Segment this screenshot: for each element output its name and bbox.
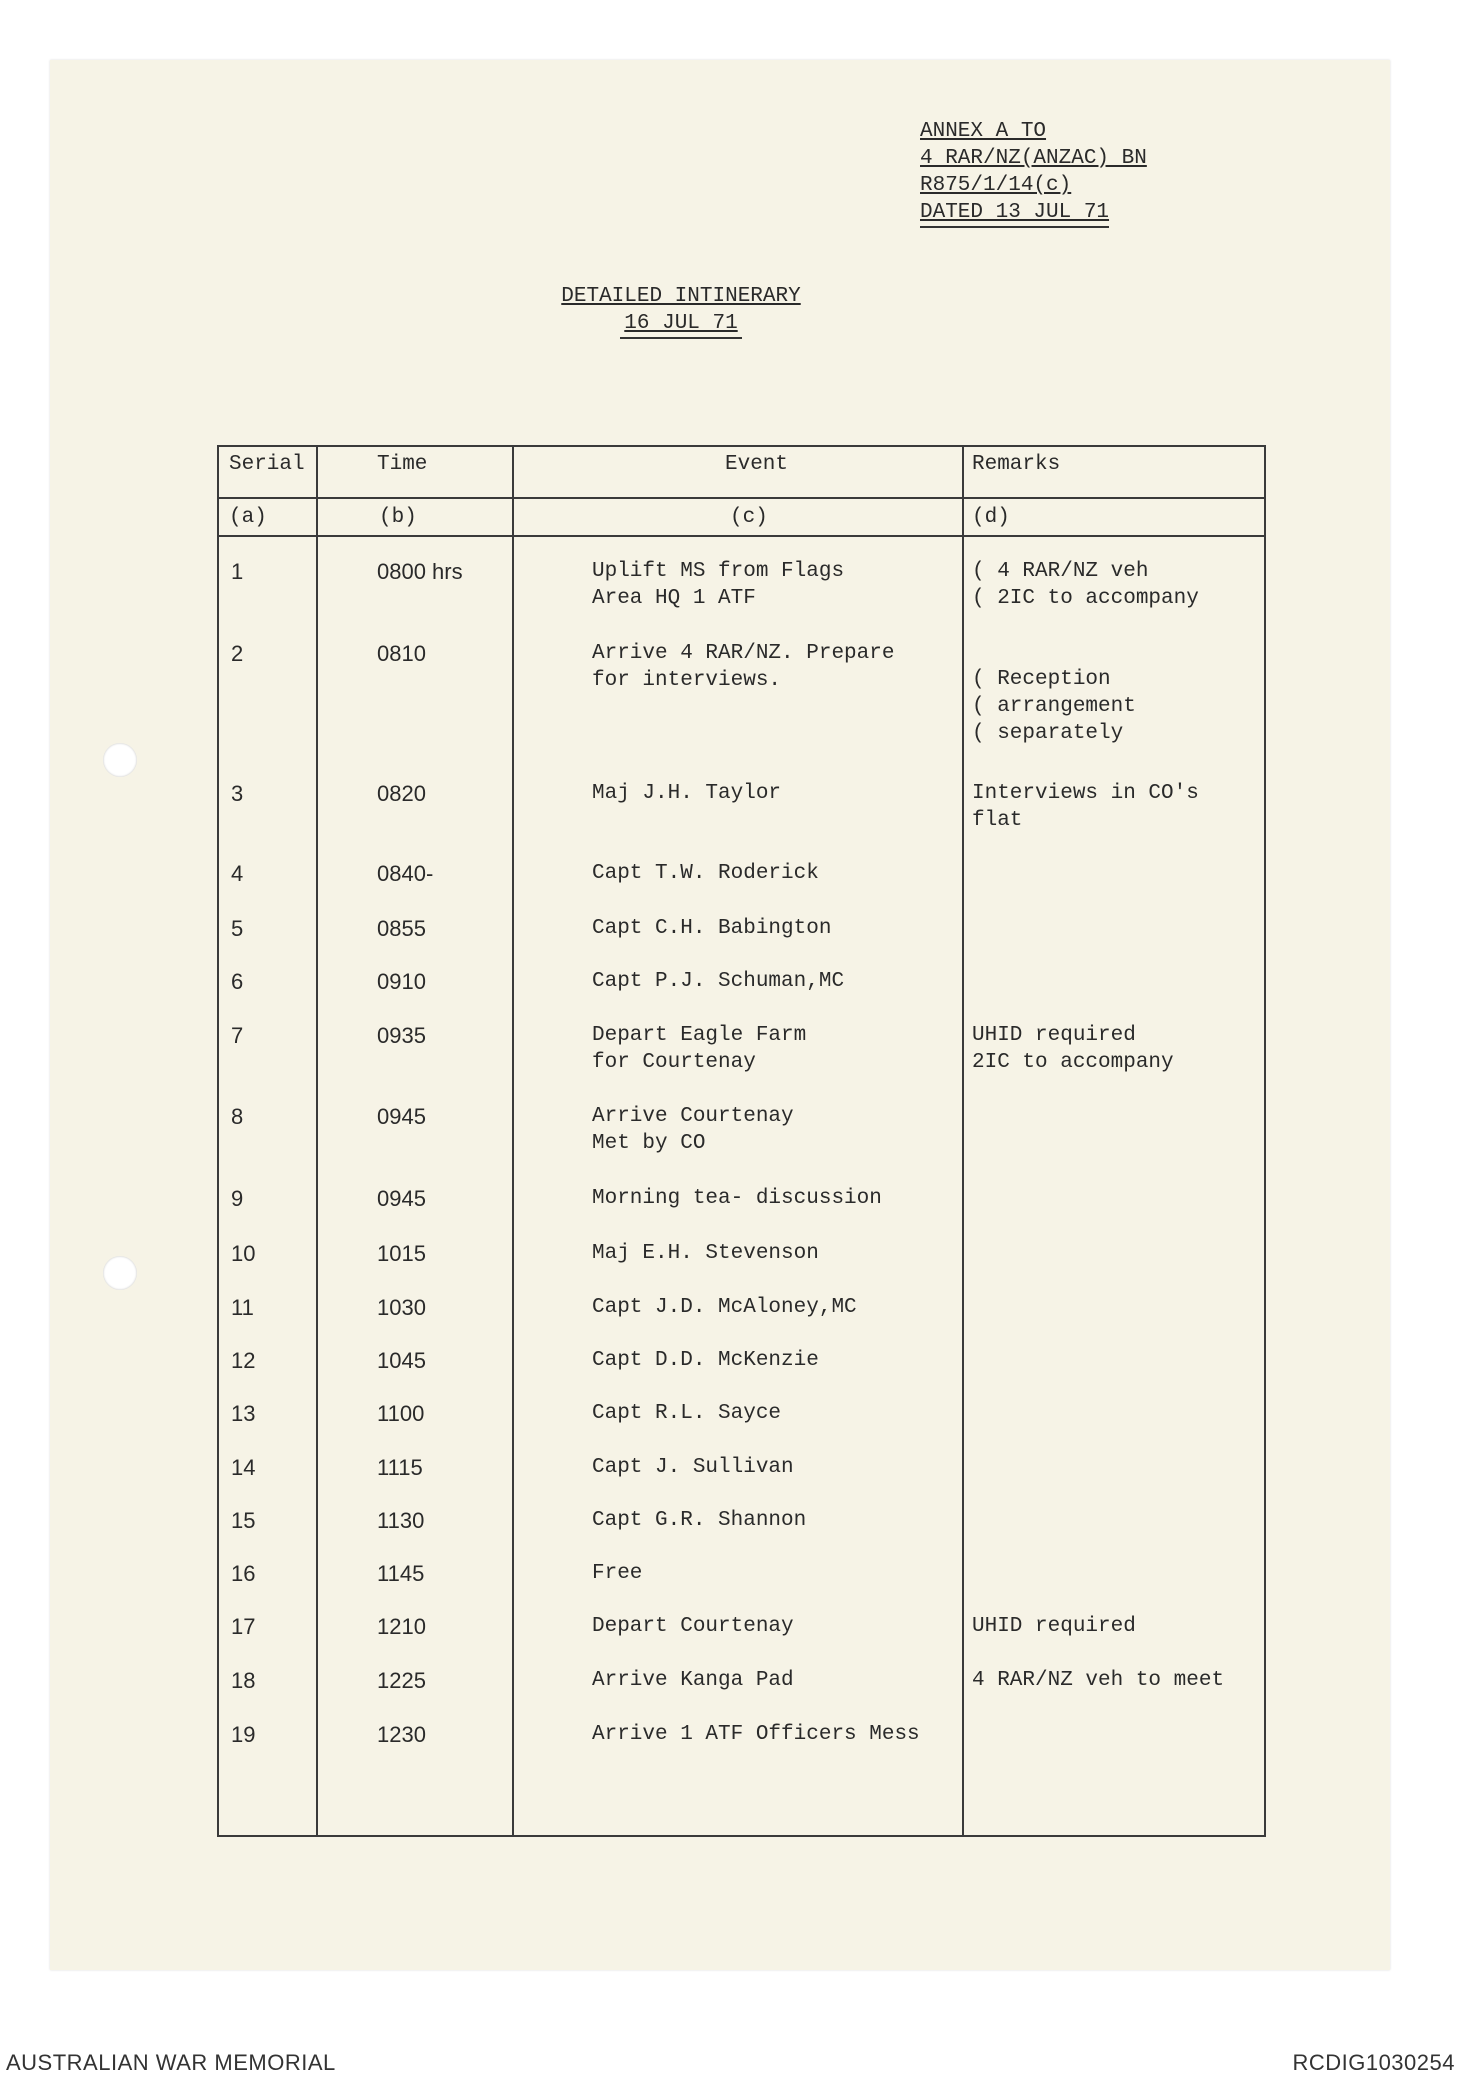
archive-record-id: RCDIG1030254 (1292, 2050, 1455, 2075)
row-16-time: 1145 (377, 1561, 425, 1586)
row-2-time: 0810 (377, 641, 426, 666)
row-12-event: Capt D.D. McKenzie (592, 1349, 819, 1372)
column-subheader-a: (a) (229, 506, 267, 529)
table-divider-serial (316, 445, 318, 1835)
row-7-remarks: UHID required 2IC to accompany (972, 1024, 1174, 1074)
row-7-time: 0935 (377, 1023, 426, 1048)
row-17-remarks: UHID required (972, 1615, 1136, 1638)
column-subheader-c: (c) (730, 506, 768, 529)
row-19-event: Arrive 1 ATF Officers Mess (592, 1723, 920, 1746)
row-18-serial: 18 (231, 1668, 256, 1693)
row-16-event: Free (592, 1562, 643, 1585)
row-19-serial: 19 (231, 1722, 256, 1747)
row-3-time: 0820 (377, 781, 426, 806)
row-6-time: 0910 (377, 969, 426, 994)
column-header-remarks: Remarks (972, 453, 1061, 476)
row-6-event: Capt P.J. Schuman,MC (592, 970, 845, 993)
table-header-rule (217, 497, 1266, 499)
row-11-serial: 11 (231, 1295, 254, 1320)
row-4-time: 0840- (377, 861, 434, 886)
row-17-serial: 17 (231, 1614, 256, 1639)
row-18-event: Arrive Kanga Pad (592, 1669, 794, 1692)
column-header-serial: Serial (229, 453, 305, 476)
row-8-serial: 8 (231, 1104, 244, 1129)
row-3-remarks: Interviews in CO's flat (972, 782, 1199, 832)
row-11-time: 1030 (377, 1295, 426, 1320)
row-13-time: 1100 (377, 1401, 425, 1426)
table-divider-event (962, 445, 964, 1835)
row-2-remarks: ( Reception ( arrangement ( separately (972, 668, 1136, 745)
punch-hole-bottom (103, 1256, 137, 1290)
row-7-serial: 7 (231, 1023, 244, 1048)
document-heading (556, 283, 806, 339)
row-16-serial: 16 (231, 1561, 256, 1586)
row-17-time: 1210 (377, 1614, 426, 1639)
column-header-event: Event (725, 453, 789, 476)
row-5-serial: 5 (231, 916, 244, 941)
row-8-event: Arrive Courtenay Met by CO (592, 1105, 794, 1155)
row-1-time: 0800 hrs (377, 559, 463, 584)
row-12-time: 1045 (377, 1348, 426, 1373)
row-15-event: Capt G.R. Shannon (592, 1509, 807, 1532)
document-title: DETAILED INTINERARY (561, 285, 801, 308)
row-18-remarks: 4 RAR/NZ veh to meet (972, 1669, 1225, 1692)
row-19-time: 1230 (377, 1722, 426, 1747)
row-13-event: Capt R.L. Sayce (592, 1402, 782, 1425)
row-3-serial: 3 (231, 781, 244, 806)
row-18-time: 1225 (377, 1668, 426, 1693)
row-2-event: Arrive 4 RAR/NZ. Prepare for interviews. (592, 642, 895, 692)
row-9-serial: 9 (231, 1186, 244, 1211)
table-border-bottom (217, 1835, 1266, 1837)
row-7-event: Depart Eagle Farm for Courtenay (592, 1024, 807, 1074)
row-10-time: 1015 (377, 1241, 426, 1266)
row-4-event: Capt T.W. Roderick (592, 862, 819, 885)
archive-credit: AUSTRALIAN WAR MEMORIAL (6, 2050, 336, 2075)
annex-line-2: 4 RAR/NZ(ANZAC) BN (920, 147, 1147, 170)
column-subheader-b: (b) (379, 506, 417, 529)
row-1-serial: 1 (231, 559, 244, 584)
row-9-time: 0945 (377, 1186, 426, 1211)
row-14-event: Capt J. Sullivan (592, 1456, 794, 1479)
row-6-serial: 6 (231, 969, 244, 994)
punch-hole-top (103, 743, 137, 777)
table-divider-time (512, 445, 514, 1835)
table-border-right (1264, 445, 1266, 1835)
row-5-event: Capt C.H. Babington (592, 917, 832, 940)
row-15-serial: 15 (231, 1508, 256, 1533)
row-12-serial: 12 (231, 1348, 256, 1373)
row-13-serial: 13 (231, 1401, 256, 1426)
row-14-time: 1115 (377, 1455, 423, 1480)
row-10-serial: 10 (231, 1241, 256, 1266)
column-header-time: Time (377, 453, 428, 476)
column-subheader-d: (d) (972, 506, 1010, 529)
row-3-event: Maj J.H. Taylor (592, 782, 782, 805)
row-2-serial: 2 (231, 641, 244, 666)
row-15-time: 1130 (377, 1508, 425, 1533)
row-10-event: Maj E.H. Stevenson (592, 1242, 819, 1265)
row-1-remarks: ( 4 RAR/NZ veh ( 2IC to accompany (972, 560, 1199, 610)
row-5-time: 0855 (377, 916, 426, 941)
row-4-serial: 4 (231, 861, 244, 886)
row-9-event: Morning tea- discussion (592, 1187, 882, 1210)
annex-line-4: DATED 13 JUL 71 (920, 199, 1109, 228)
table-subheader-rule (217, 535, 1266, 537)
row-8-time: 0945 (377, 1104, 426, 1129)
annex-line-1: ANNEX A TO (920, 120, 1047, 143)
annex-reference (920, 118, 1147, 228)
row-14-serial: 14 (231, 1455, 256, 1480)
row-17-event: Depart Courtenay (592, 1615, 794, 1638)
document-date: 16 JUL 71 (620, 310, 741, 339)
annex-line-3: R875/1/14(c) (920, 174, 1072, 197)
table-border-top (217, 445, 1266, 447)
row-11-event: Capt J.D. McAloney,MC (592, 1296, 857, 1319)
row-1-event: Uplift MS from Flags Area HQ 1 ATF (592, 560, 845, 610)
table-border-left (217, 445, 219, 1835)
